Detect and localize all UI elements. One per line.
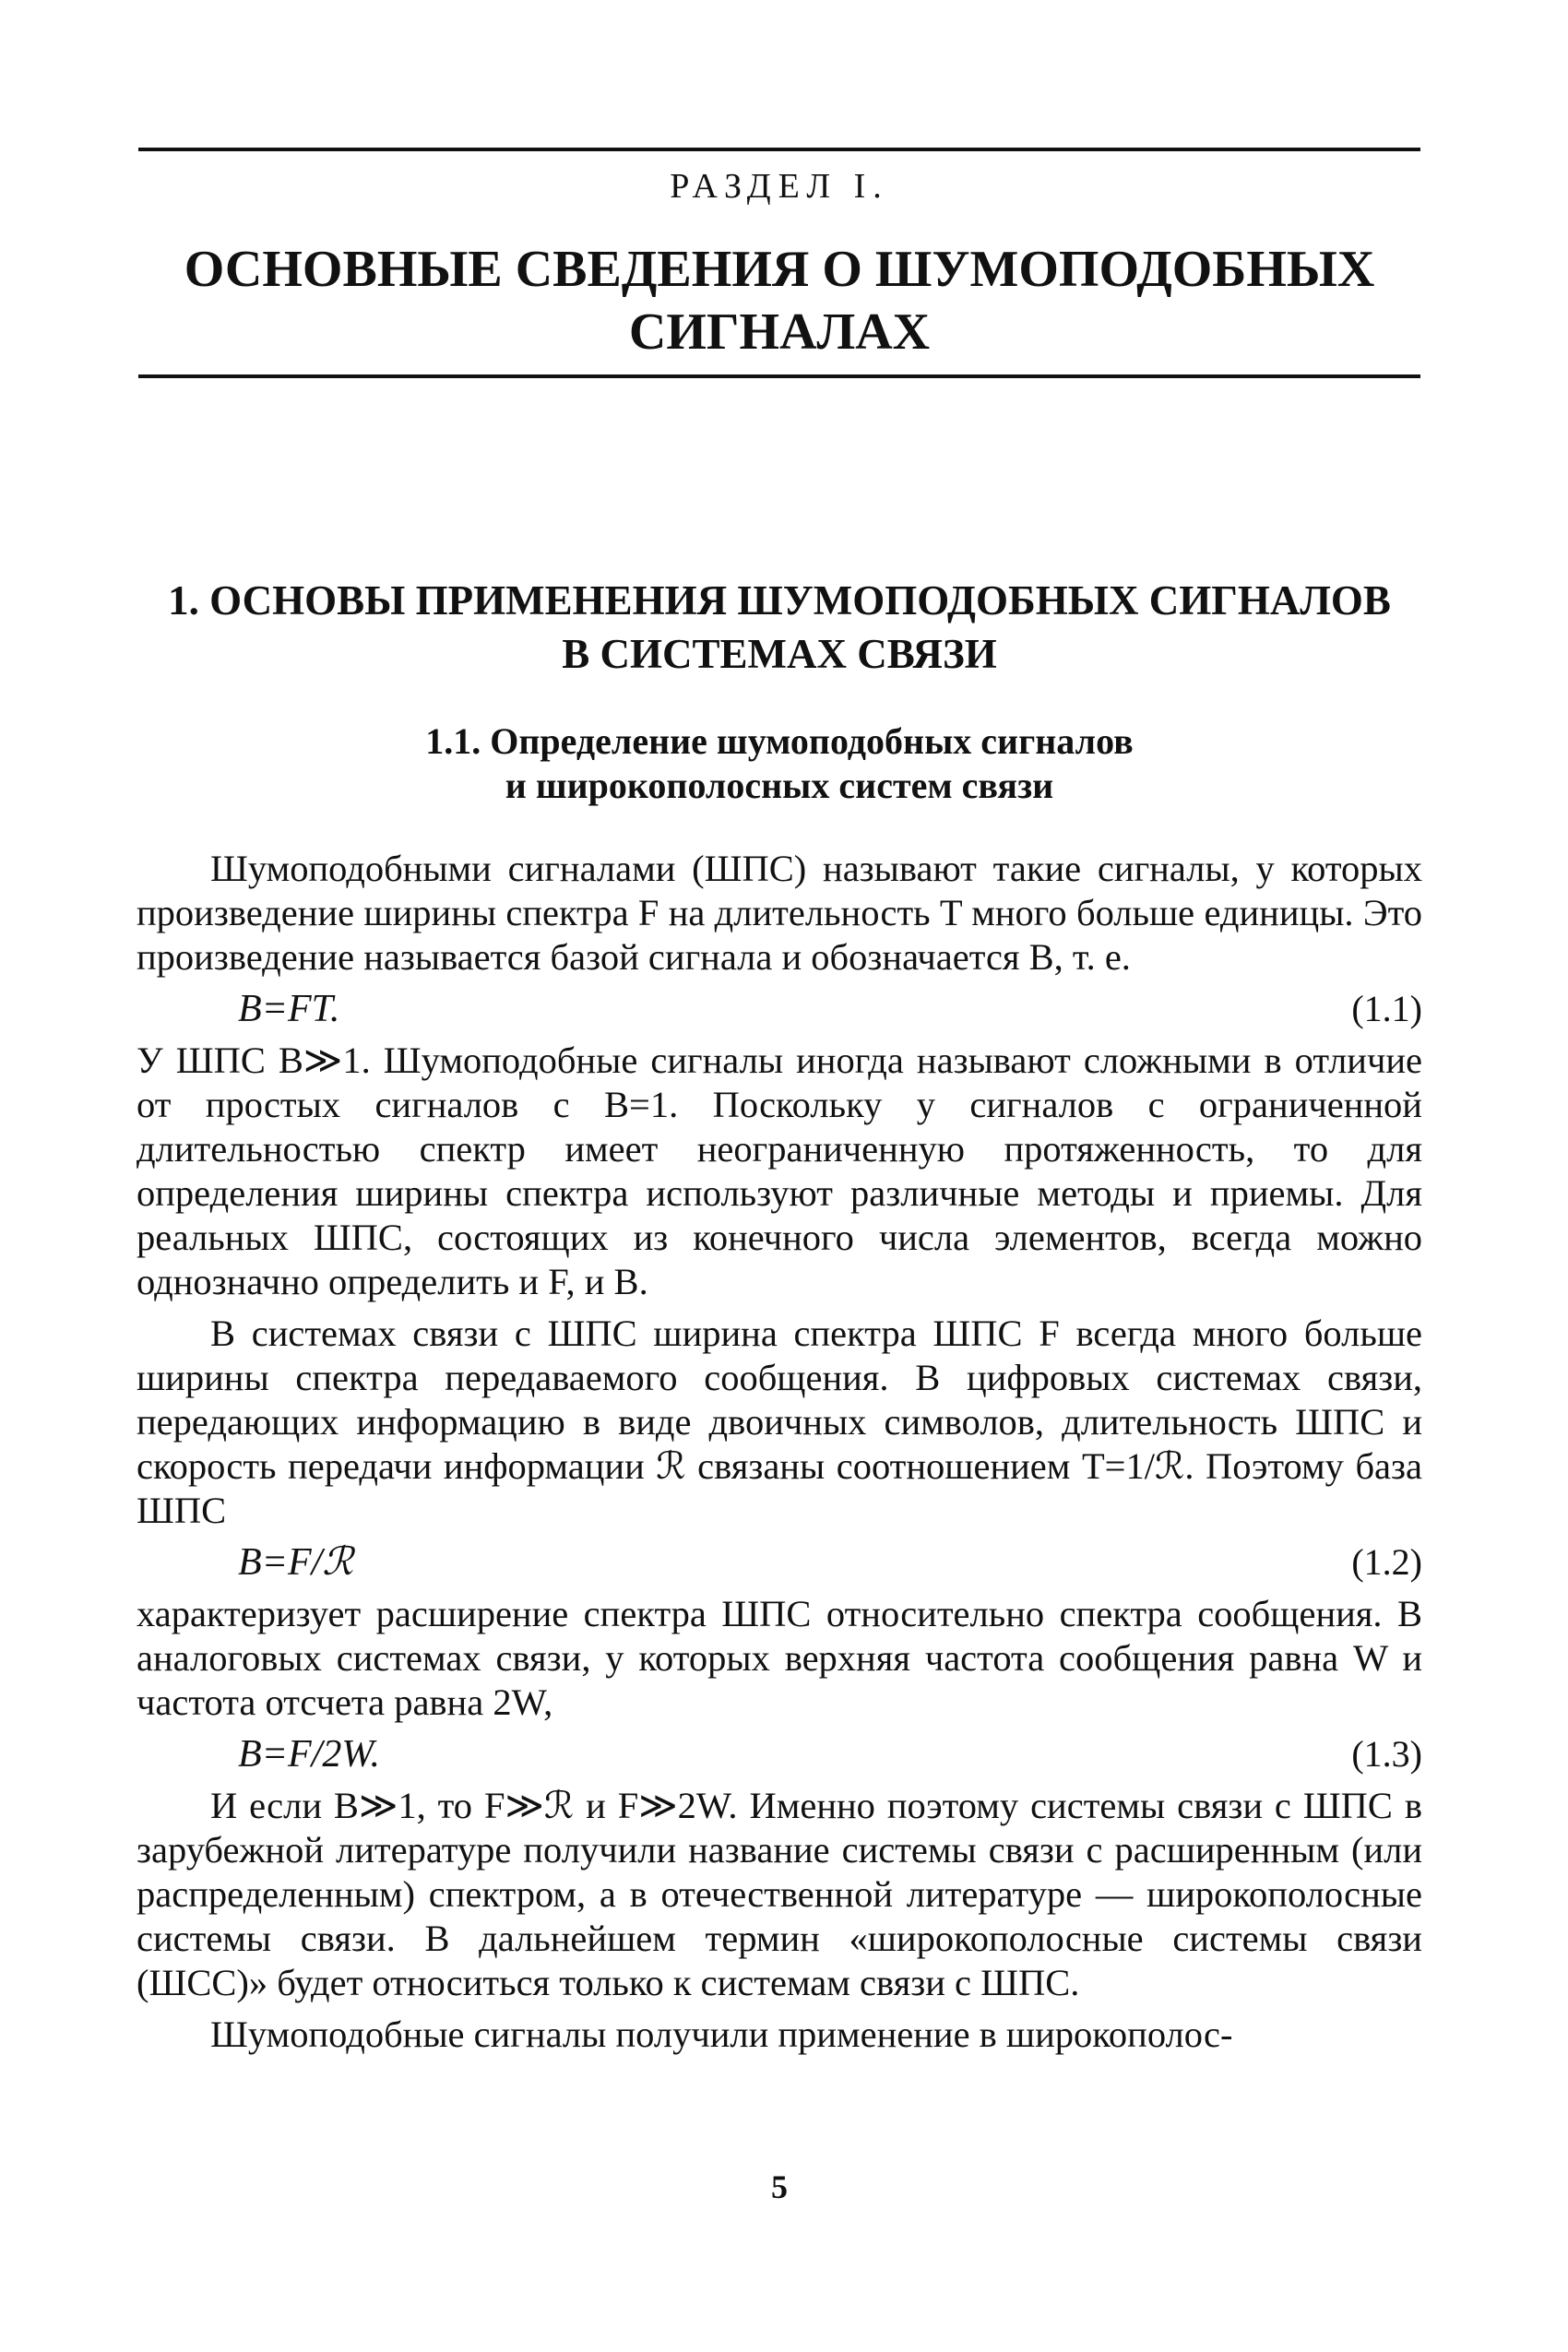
subsection-title [138, 719, 1420, 808]
top-rule [138, 148, 1420, 151]
bottom-rule [138, 374, 1420, 378]
chapter-title-line-2: В СИСТЕМАХ СВЯЗИ [562, 631, 997, 677]
paragraph-6: Шумоподобные сигналы получили применение в широкополос- [210, 2013, 1233, 2055]
equation-number: (1.1) [1351, 988, 1422, 1029]
equation-number: (1.3) [1351, 1733, 1422, 1775]
equation-1-2 [137, 1533, 1422, 1592]
body-text [137, 847, 1422, 2057]
equation-formula: B=FT. [238, 988, 340, 1030]
chapter-title-line-1: 1. ОСНОВЫ ПРИМЕНЕНИЯ ШУМОПОДОБНЫХ СИГНАЛОВ [168, 577, 1391, 624]
section-title-line-2: СИГНАЛАХ [628, 303, 931, 361]
paragraph-4: характеризует расширение спектра ШПС относительно спектра сообщения. В аналоговых системах связи, у которых верхняя частота сообщения равна W и частота отсчета равна 2W, [137, 1593, 1422, 1723]
equation-1-1 [137, 980, 1422, 1039]
section-title [138, 238, 1420, 363]
paragraph-5: И если B≫1, то F≫ℛ и F≫2W. Именно поэтому системы связи с ШПС в зарубежной литературе получили название системы связи с расширенным (или распределенным) спектром, а в отечественной литературе — широкополосные системы связи. В дальнейшем термин «широкополосные системы связи (ШСС)» будет относиться только к системам связи с ШПС. [137, 1785, 1422, 2003]
page-number: 5 [771, 2168, 788, 2205]
equation-1-3 [137, 1725, 1422, 1784]
paragraph-2: У ШПС B≫1. Шумоподобные сигналы иногда называют сложными в отличие от простых сигналов с B=1. Поскольку у сигналов с ограниченной длительностью спектр имеет неограниченную протяженность, то для определения ширины спектра используют различные методы и приемы. Для реальных ШПС, состоящих из конечного числа элементов, всегда можно однозначно определить и F, и B. [137, 1039, 1422, 1302]
subsection-title-line-2: и широкополосных систем связи [505, 765, 1054, 806]
subsection-title-line-1: 1.1. Определение шумоподобных сигналов [425, 720, 1134, 762]
chapter-title [138, 574, 1420, 681]
equation-formula: B=F/ℛ [238, 1541, 353, 1584]
equation-number: (1.2) [1351, 1541, 1422, 1583]
section-label: РАЗДЕЛ I. [670, 167, 889, 206]
paragraph-3: В системах связи с ШПС ширина спектра ШПС F всегда много больше ширины спектра передаваемого сообщения. В цифровых системах связи, передающих информацию в виде двоичных символов, длительность ШПС и скорость передачи информации ℛ связаны соотношением T=1/ℛ. Поэтому база ШПС [137, 1313, 1422, 1531]
equation-formula: B=F/2W. [238, 1733, 380, 1776]
section-title-line-1: ОСНОВНЫЕ СВЕДЕНИЯ О ШУМОПОДОБНЫХ [184, 241, 1375, 298]
paragraph-1: Шумоподобными сигналами (ШПС) называют такие сигналы, у которых произведение ширины спектра F на длительность T много больше единицы. Это произведение называется базой сигнала и обозначается B, т. е. [137, 848, 1422, 978]
